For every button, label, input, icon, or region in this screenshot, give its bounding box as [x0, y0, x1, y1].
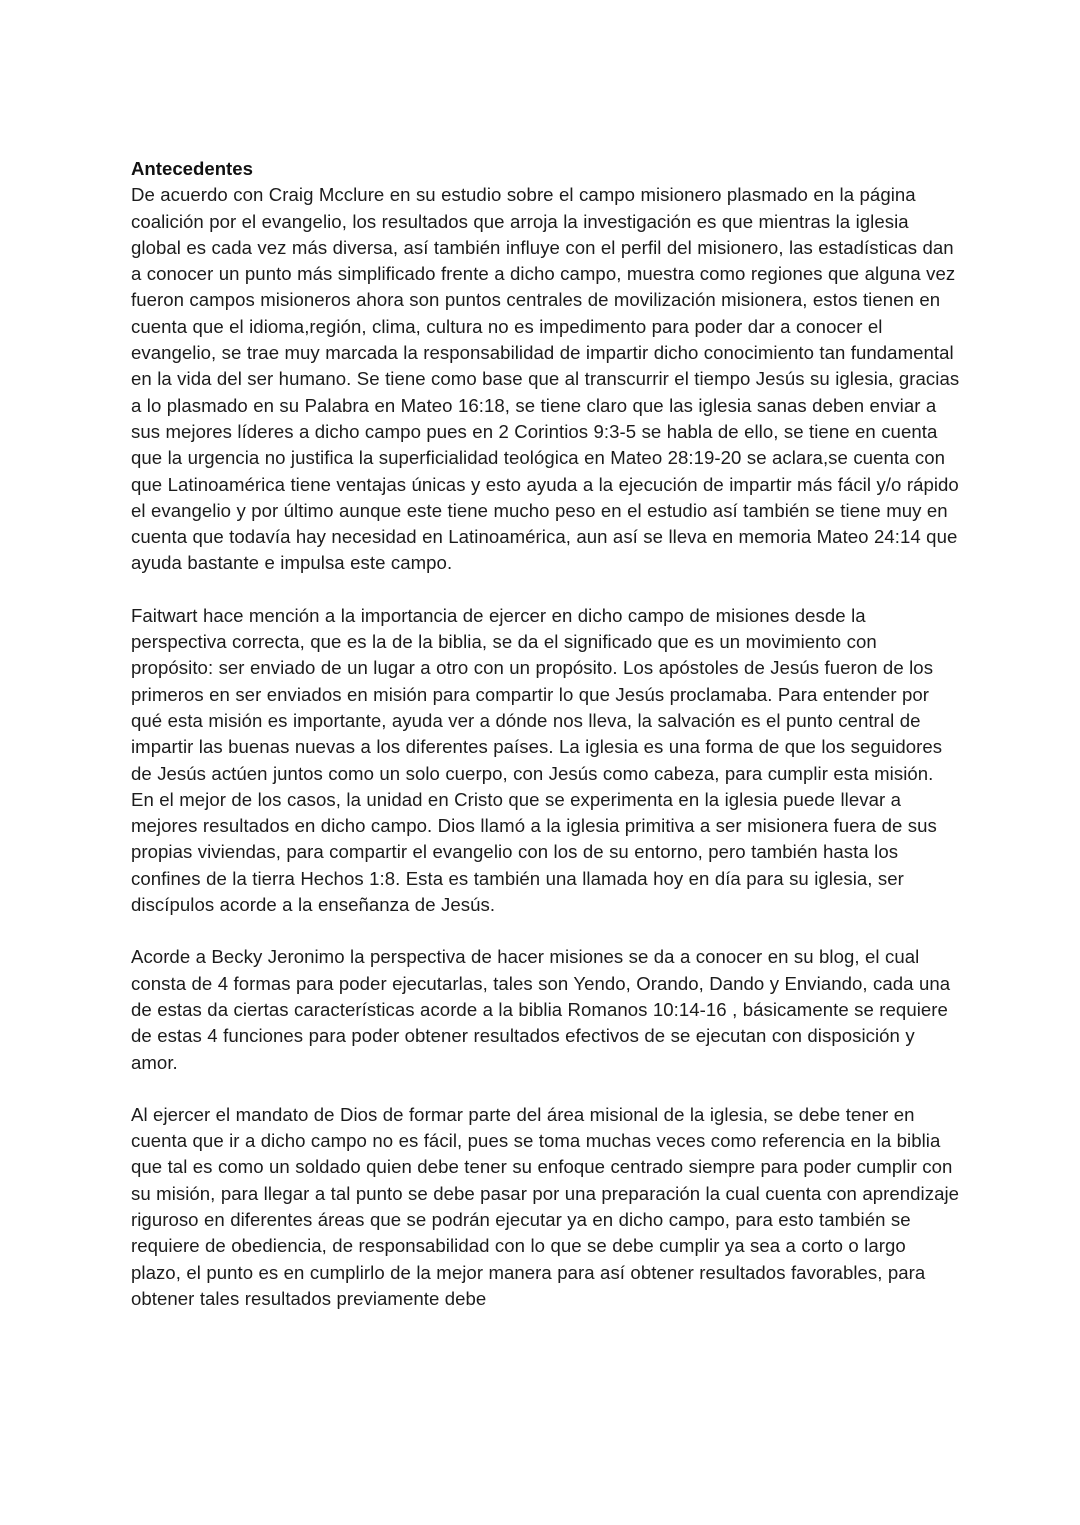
document-page	[131, 156, 961, 1312]
paragraph-mcclure: De acuerdo con Craig Mcclure en su estudio sobre el campo misionero plasmado en la página coalición por el evangelio, los resultados que arroja la investigación es que mientras la iglesia global es cada vez más diversa, así también influye con el perfil del misionero, las estadísticas dan a conocer un punto más simplificado frente a dicho campo, muestra como regiones que alguna vez fueron campos misioneros ahora son puntos centrales de movilización misionera, estos tienen en cuenta que el idioma,región, clima, cultura no es impedimento para poder dar a conocer el evangelio, se trae muy marcada la responsabilidad de impartir dicho conocimiento tan fundamental en la vida del ser humano. Se tiene como base que al transcurrir el tiempo Jesús su iglesia, gracias a lo plasmado en su Palabra en Mateo 16:18, se tiene claro que las iglesia sanas deben enviar a sus mejores líderes a dicho campo pues en 2 Corintios 9:3-5 se habla de ello, se tiene en cuenta que la urgencia no justifica la superficialidad teológica en Mateo 28:19-20 se aclara,se cuenta con que Latinoamérica tiene ventajas únicas y esto ayuda a la ejecución de impartir más fácil y/o rápido el evangelio y por último aunque este tiene mucho peso en el estudio así también se tiene muy en cuenta que todavía hay necesidad en Latinoamérica, aun así se lleva en memoria Mateo 24:14 que ayuda bastante e impulsa este campo.	[131, 184, 960, 574]
paragraph-jeronimo: Acorde a Becky Jeronimo la perspectiva de hacer misiones se da a conocer en su blog, el cual consta de 4 formas para poder ejecutarlas, tales son Yendo, Orando, Dando y Enviando, cada una de estas da ciertas características acorde a la biblia Romanos 10:14-16 , básicamente se requiere de estas 4 funciones para poder obtener resultados efectivos de se ejecutan con disposición y amor.	[131, 946, 951, 1073]
paragraph-mandato: Al ejercer el mandato de Dios de formar parte del área misional de la iglesia, se debe tener en cuenta que ir a dicho campo no es fácil, pues se toma muchas veces como referencia en la biblia que tal es como un soldado quien debe tener su enfoque centrado siempre para poder cumplir con su misión, para llegar a tal punto se debe pasar por una preparación la cual cuenta con aprendizaje riguroso en diferentes áreas que se podrán ejecutar ya en dicho campo, para esto también se requiere de obediencia, de responsabilidad con lo que se debe cumplir ya sea a corto o largo plazo, el punto es en cumplirlo de la mejor manera para así obtener resultados favorables, para obtener tales resultados previamente debe	[131, 1103, 960, 1309]
paragraph-faitwart: Faitwart hace mención a la importancia de ejercer en dicho campo de misiones desde la perspectiva correcta, que es la de la biblia, se da el significado que es un movimiento con propósito: ser enviado de un lugar a otro con un propósito. Los apóstoles de Jesús fueron de los primeros en ser enviados en misión para compartir lo que Jesús proclamaba. Para entender por qué esta misión es importante, ayuda ver a dónde nos lleva, la salvación es el punto central de impartir las buenas nuevas a los diferentes países. La iglesia es una forma de que los seguidores de Jesús actúen juntos como un solo cuerpo, con Jesús como cabeza, para cumplir esta misión. En el mejor de los casos, la unidad en Cristo que se experimenta en la iglesia puede llevar a mejores resultados en dicho campo. Dios llamó a la iglesia primitiva a ser misionera fuera de sus propias viviendas, para compartir el evangelio con los de su entorno, pero también hasta los confines de la tierra Hechos 1:8. Esta es también una llamada hoy en día para su iglesia, ser discípulos acorde a la enseñanza de Jesús.	[131, 604, 943, 916]
section-heading: Antecedentes	[131, 158, 253, 179]
